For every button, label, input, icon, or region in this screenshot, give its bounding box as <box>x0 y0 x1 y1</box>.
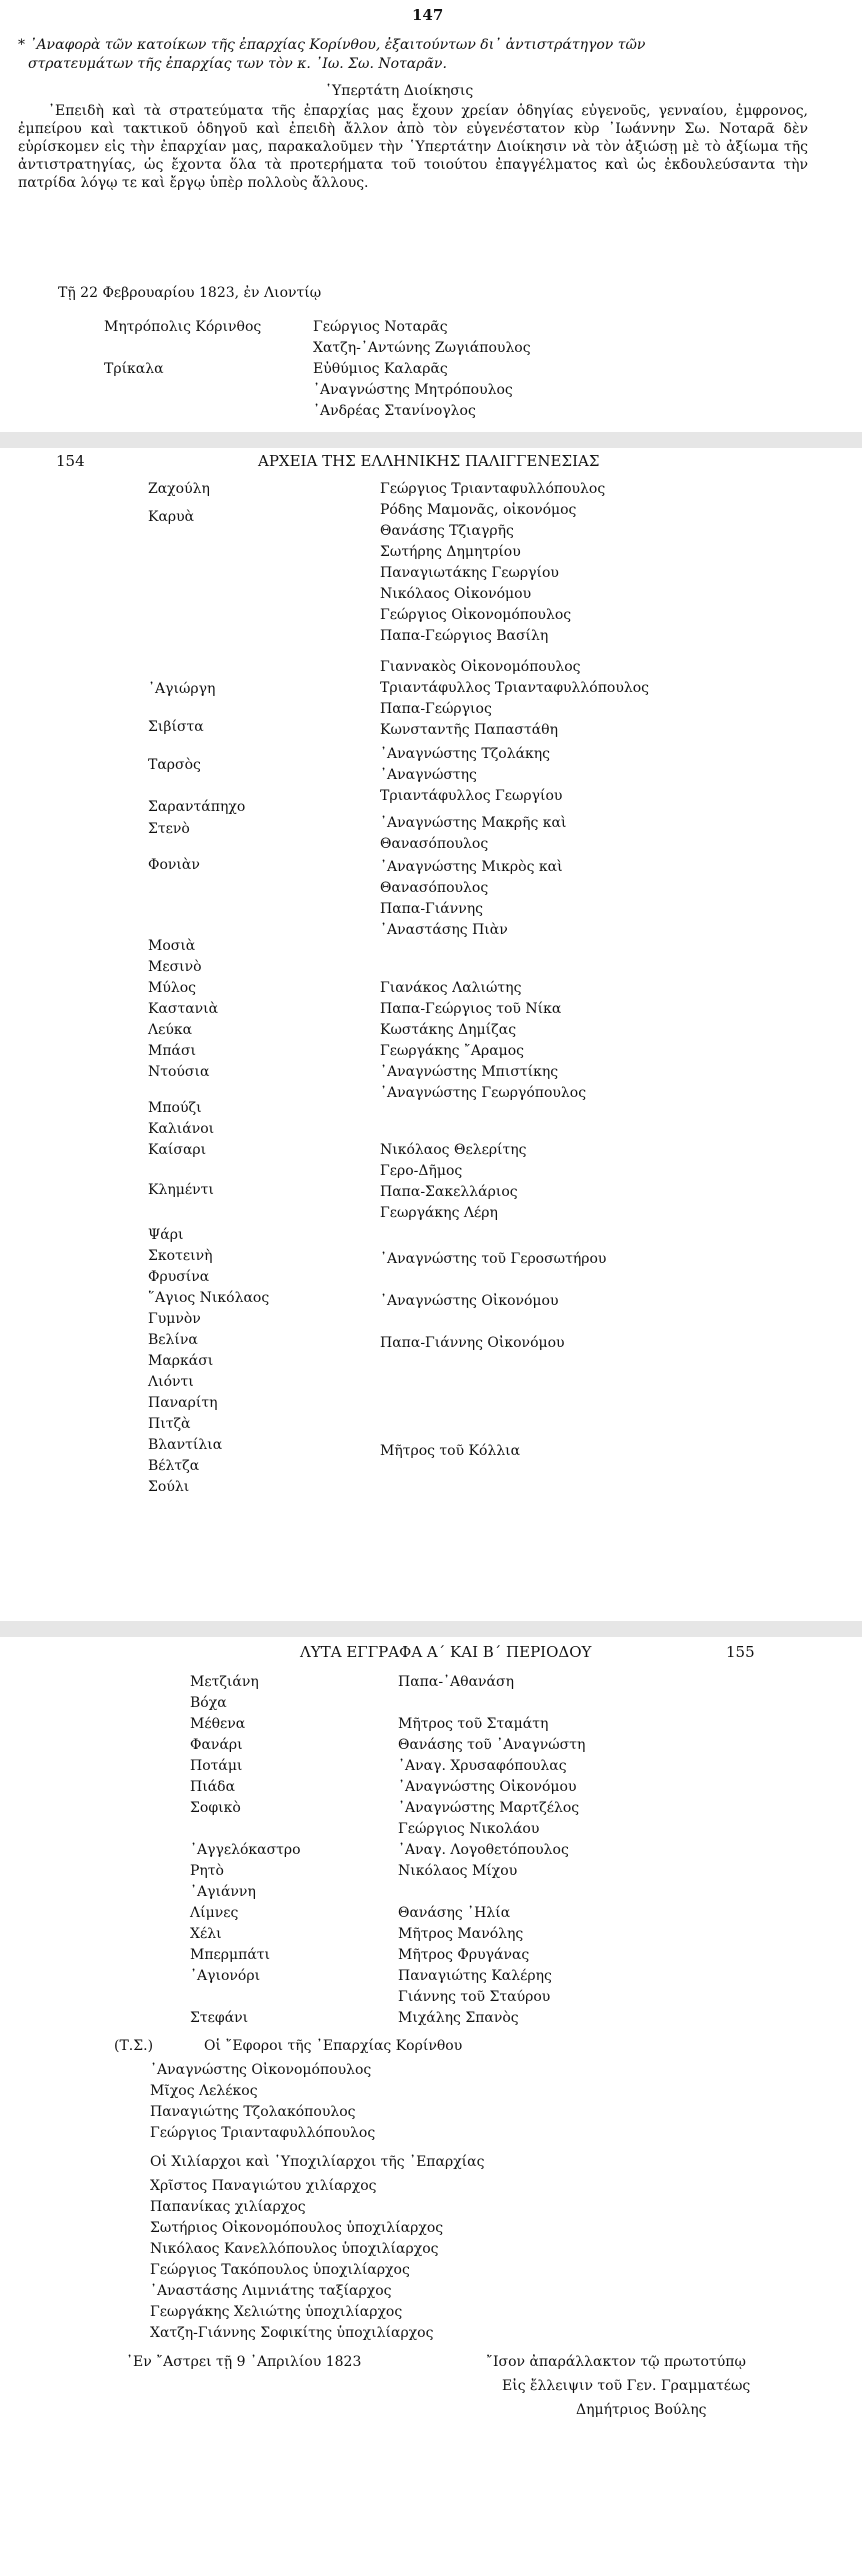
signer-name: Γεώργιος Οἰκονομόπουλος <box>380 607 572 623</box>
place-name: Μπάσι <box>148 1043 197 1059</box>
place-name: Σιβίστα <box>148 719 204 735</box>
page-154 <box>0 448 862 1621</box>
place-name: Φονιὰν <box>148 857 200 873</box>
place-name: Ντούσια <box>148 1064 210 1080</box>
signer-name: Γεώργιος Νικολάου <box>398 1821 540 1837</box>
signer-name: ᾿Αναγνώστης Γεωργόπουλος <box>380 1085 587 1101</box>
signer-name: ᾿Αναγ. Λογοθετόπουλος <box>398 1842 569 1858</box>
signer-name: Παπα-Γεώργιος <box>380 701 492 717</box>
chiliarch-name: ᾿Αναστάσης Λιμνιάτης ταξίαρχος <box>150 2283 392 2299</box>
signer-name: Μῆτρος τοῦ Κόλλια <box>380 1443 521 1459</box>
place-name: ᾿Αγγελόκαστρο <box>190 1842 301 1858</box>
signer-name: Θανάσης Τζιαγρῆς <box>380 523 514 539</box>
signer-name: Παπα-᾿Αθανάση <box>398 1674 514 1690</box>
signer-name: Χατζη-᾿Αντώνης Ζωγιάπουλος <box>313 340 531 356</box>
page-separator <box>0 1621 862 1637</box>
certifier-name: Δημήτριος Βούλης <box>576 2402 707 2418</box>
signer-name: Παπα-Γεώργιος τοῦ Νίκα <box>380 1001 562 1017</box>
page-number: 155 <box>726 1643 755 1661</box>
place-name: Παναρίτη <box>148 1395 218 1411</box>
signer-name: Θανασόπουλος <box>380 836 489 852</box>
signer-name: ᾿Αναγ. Χρυσαφόπουλας <box>398 1758 567 1774</box>
signer-name: Σωτήρης Δημητρίου <box>380 544 521 560</box>
place-name: Κλημέντι <box>148 1182 214 1198</box>
place-name: Καρυὰ <box>148 509 195 525</box>
ephor-name: Γεώργιος Τριανταφυλλόπουλος <box>150 2125 376 2141</box>
signer-name: Παπα-Σακελλάριος <box>380 1184 518 1200</box>
signer-name: Γιανάκος Λαλιώτης <box>380 980 522 996</box>
place-name: Ρητὸ <box>190 1863 224 1879</box>
place-name: Χέλι <box>190 1926 222 1942</box>
signer-name: Γεωργάκης ῎Αραμος <box>380 1043 525 1059</box>
signer-name: ᾿Ανδρέας Στανίνογλος <box>313 403 476 419</box>
signer-name: ᾿Αναγνώστης Τζολάκης <box>380 746 551 762</box>
place-name: Γυμνὸν <box>148 1311 201 1327</box>
place-name: ῞Αγιος Νικόλαος <box>148 1290 270 1306</box>
signer-name: Παναγιωτάκης Γεωργίου <box>380 565 559 581</box>
place-name: ᾿Αγιονόρι <box>190 1968 261 1984</box>
signer-name: Γεώργιος Νοταρᾶς <box>313 319 448 335</box>
place-name: Βελίνα <box>148 1332 198 1348</box>
chiliarch-name: Χρῖστος Παναγιώτου χιλίαρχος <box>150 2178 377 2194</box>
place-name: Βέλτζα <box>148 1458 200 1474</box>
place-name: Στεφάνι <box>190 2010 249 2026</box>
place-name: Λιόντι <box>148 1374 194 1390</box>
signer-name: Παπα-Γιάννης Οἰκονόμου <box>380 1335 565 1351</box>
place-name: ᾿Αγιάννη <box>190 1884 256 1900</box>
seal-mark: (Τ.Σ.) <box>114 2038 154 2054</box>
letter-body: ᾿Επειδὴ καὶ τὰ στρατεύματα τῆς ἐπαρχίας μας ἔχουν χρείαν ὁδηγίας εὐγενοῦς, γενναίου, ἐμφρονος, ἐμπείρου καὶ τακτικοῦ ὁδηγοῦ καὶ ἐπειδὴ ἄλλον ἀπὸ τὸν εὐγενέστατον κὺρ ᾿Ιωάννην Σω. Νοταρᾶ δὲν εὑρίσκομεν εἰς τὴν ἐπαρχίαν μας, παρακαλοῦμεν τὴν ῾Υπερτάτην Διοίκησιν νὰ τὸν ἀξιώσῃ μὲ τὸ ἀξίωμα τῆς ἀντιστρατηγίας, ὡς ἔχοντα ὅλα τὰ προτερήματα τοῦ τοιούτου ἐπαγγέλματος καὶ ὡς ἐκδουλεύσαντα τὴν πατρίδα λόγῳ τε καὶ ἔργῳ ὑπὲρ πολλοὺς ἄλλους. <box>18 103 808 191</box>
place-name: Μεσινὸ <box>148 959 202 975</box>
signer-name: ᾿Αναστάσης Πιὰν <box>380 922 508 938</box>
place-name: Τρίκαλα <box>104 361 164 377</box>
place-name: Μπερμπάτι <box>190 1947 271 1963</box>
chiliarch-name: Γεωργάκης Χελιώτης ὑποχιλίαρχος <box>150 2304 403 2320</box>
page-separator <box>0 432 862 448</box>
note-title-line-1: * ᾿Αναφορὰ τῶν κατοίκων τῆς ἐπαρχίας Κορίνθου, ἐξαιτούντων δι᾿ ἀντιστράτηγον τῶν <box>18 37 646 53</box>
place-name: Μοσιὰ <box>148 938 196 954</box>
signer-name: Θανασόπουλος <box>380 880 489 896</box>
signer-name: ᾿Αναγνώστης Μακρῆς καὶ <box>380 815 567 831</box>
ephor-name: ᾿Αναγνώστης Οἰκονομόπουλος <box>150 2062 372 2078</box>
signer-name: Ρόδης Μαμονᾶς, οἰκονόμος <box>380 502 577 518</box>
place-name: Στενὸ <box>148 821 190 837</box>
chiliarch-name: Νικόλαος Κανελλόπουλος ὑποχιλίαρχος <box>150 2241 439 2257</box>
page-number: 147 <box>412 6 444 24</box>
signer-name: ᾿Αναγνώστης Μικρὸς καὶ <box>380 859 563 875</box>
signer-name: Γιάννης τοῦ Σταύρου <box>398 1989 551 2005</box>
chiliarch-name: Γεώργιος Τακόπουλος ὑποχιλίαρχος <box>150 2262 410 2278</box>
place-name: Καλιάνοι <box>148 1121 215 1137</box>
page-number: 154 <box>56 452 85 470</box>
place-name: Σαραντάπηχο <box>148 799 246 815</box>
signer-name: Μῆτρος Φρυγάνας <box>398 1947 530 1963</box>
place-name: Ταρσὸς <box>148 757 201 773</box>
signer-name: ᾿Αναγνώστης Μητρόπουλος <box>313 382 513 398</box>
signer-name: Κωστάκης Δημίζας <box>380 1022 517 1038</box>
place-name: Μετζιάνη <box>190 1674 259 1690</box>
place-name: Λεύκα <box>148 1022 193 1038</box>
signer-name: Παναγιώτης Καλέρης <box>398 1968 552 1984</box>
place-name: Μύλος <box>148 980 196 996</box>
place-name: Ψάρι <box>148 1227 184 1243</box>
ephor-name: Παναγιώτης Τζολακόπουλος <box>150 2104 356 2120</box>
place-name: Ζαχούλη <box>148 481 210 497</box>
signer-name: Εὐθύμιος Καλαρᾶς <box>313 361 448 377</box>
running-head: ΛΥΤΑ ΕΓΓΡΑΦΑ Α΄ ΚΑΙ Β΄ ΠΕΡΙΟΔΟΥ <box>300 1643 592 1661</box>
place-name: Μέθενα <box>190 1716 246 1732</box>
chiliarch-name: Παπανίκας χιλίαρχος <box>150 2199 306 2215</box>
address: ῾Υπερτάτη Διοίκησις <box>325 83 474 99</box>
page-147 <box>0 0 862 432</box>
note-title-line-2: στρατευμάτων τῆς ἐπαρχίας των τὸν κ. ᾿Ιω. Σω. Νοταρᾶν. <box>28 56 447 72</box>
place-name: Πιτζὰ <box>148 1416 191 1432</box>
signer-name: Μῆτρος τοῦ Σταμάτη <box>398 1716 549 1732</box>
chiliarch-name: Σωτήριος Οἰκονομόπουλος ὑποχιλίαρχος <box>150 2220 444 2236</box>
place-name: Σούλι <box>148 1479 190 1495</box>
signer-name: Γιαννακὸς Οἰκονομόπουλος <box>380 659 581 675</box>
signer-name: Τριαντάφυλλος Τριανταφυλλόπουλος <box>380 680 649 696</box>
signer-name: Παπα-Γεώργιος Βασίλη <box>380 628 549 644</box>
signer-name: Μιχάλης Σπανὸς <box>398 2010 519 2026</box>
place-name: Φρυσίνα <box>148 1269 210 1285</box>
place-name: Μπούζι <box>148 1100 202 1116</box>
signer-name: Γερο-Δῆμος <box>380 1163 463 1179</box>
letter-date: Τῇ 22 Φεβρουαρίου 1823, ἐν Λιοντίῳ <box>58 285 322 301</box>
place-name: Μαρκάσι <box>148 1353 214 1369</box>
ephors-heading: Οἱ ῎Εφοροι τῆς ᾿Επαρχίας Κορίνθου <box>204 2038 463 2054</box>
signer-name: Νικόλαος Μίχου <box>398 1863 518 1879</box>
chiliarchs-heading: Οἱ Χιλίαρχοι καὶ ῾Υποχιλίαρχοι τῆς ᾿Επαρχίας <box>150 2154 485 2170</box>
signer-name: Θανάσης ᾿Ηλία <box>398 1905 511 1921</box>
signer-name: Θανάσης τοῦ ᾿Αναγνώστη <box>398 1737 586 1753</box>
ephor-name: Μῖχος Λελέκος <box>150 2083 258 2099</box>
place-name: Μητρόπολις Κόρινθος <box>104 319 262 335</box>
signer-name: ᾿Αναγνώστης <box>380 767 477 783</box>
place-name: Καίσαρι <box>148 1142 207 1158</box>
signer-name: ᾿Αναγνώστης Οἰκονόμου <box>380 1293 559 1309</box>
document-date: ᾿Εν ῎Αστρει τῇ 9 ᾿Απριλίου 1823 <box>126 2354 362 2370</box>
signer-name: Μῆτρος Μανόλης <box>398 1926 524 1942</box>
place-name: Πιάδα <box>190 1779 236 1795</box>
signer-name: ᾿Αναγνώστης τοῦ Γεροσωτήρου <box>380 1251 607 1267</box>
signer-name: Γεώργιος Τριανταφυλλόπουλος <box>380 481 606 497</box>
place-name: Βόχα <box>190 1695 227 1711</box>
running-head: ΑΡΧΕΙΑ ΤΗΣ ΕΛΛΗΝΙΚΗΣ ΠΑΛΙΓΓΕΝΕΣΙΑΣ <box>258 452 600 470</box>
place-name: Καστανιὰ <box>148 1001 219 1017</box>
place-name: Σοφικὸ <box>190 1800 241 1816</box>
signer-name: Κωνσταντῆς Παπαστάθη <box>380 722 558 738</box>
place-name: Ποτάμι <box>190 1758 243 1774</box>
signer-name: Γεωργάκης Λέρη <box>380 1205 498 1221</box>
place-name: Βλαντίλια <box>148 1437 223 1453</box>
certification-line: Εἰς ἔλλειψιν τοῦ Γεν. Γραμματέως <box>502 2378 751 2394</box>
place-name: ᾿Αγιώργη <box>148 681 216 697</box>
signer-name: Παπα-Γιάννης <box>380 901 483 917</box>
signer-name: ᾿Αναγνώστης Οἰκονόμου <box>398 1779 577 1795</box>
signer-name: Νικόλαος Οἰκονόμου <box>380 586 532 602</box>
place-name: Φανάρι <box>190 1737 243 1753</box>
chiliarch-name: Χατζη-Γιάννης Σοφικίτης ὑποχιλίαρχος <box>150 2325 434 2341</box>
certification-line: ῎Ισον ἀπαράλλακτον τῷ πρωτοτύπῳ <box>486 2354 746 2370</box>
signer-name: ᾿Αναγνώστης Μπιστίκης <box>380 1064 559 1080</box>
place-name: Λίμνες <box>190 1905 239 1921</box>
signer-name: Νικόλαος Θελερίτης <box>380 1142 527 1158</box>
page-155 <box>0 1637 862 2560</box>
place-name: Σκοτεινὴ <box>148 1248 213 1264</box>
signer-name: Τριαντάφυλλος Γεωργίου <box>380 788 563 804</box>
signer-name: ᾿Αναγνώστης Μαρτζέλος <box>398 1800 580 1816</box>
